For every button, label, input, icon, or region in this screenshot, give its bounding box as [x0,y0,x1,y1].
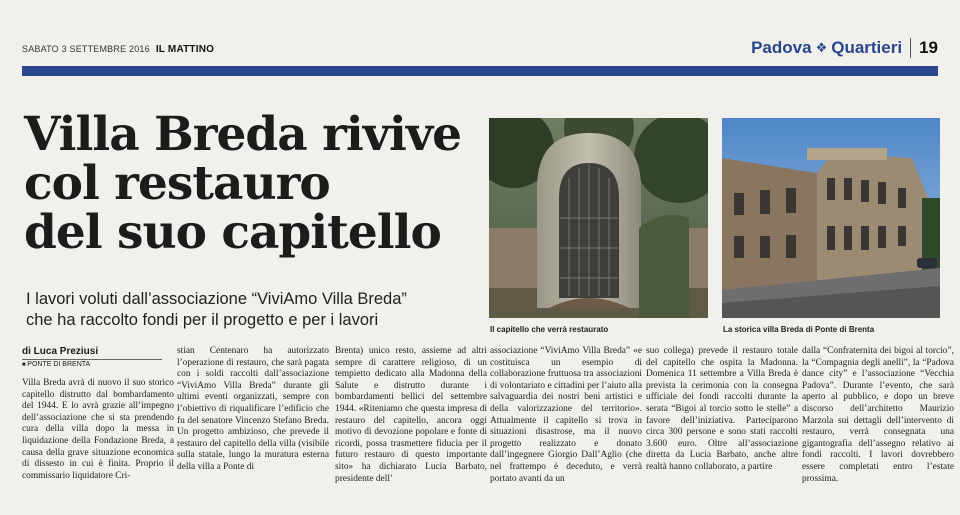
body-column: dalla “Confraternita dei bigoi al torcio”, la “Compagnia degli anelli”, la “Padova dance city” e l’associazione “Vecchia Padova”. Durante l’evento, che sarà aperto al pubblico, e dopo un breve discorso dell’architetto Maurizio Marzola sui dettagli dell’intervento di restauro, verrà consegnata una gigantografia dell’assegno relativo ai fondi raccolti. I lavori dovrebbero essere completati entro l’estate prossima. [802,346,954,484]
headline-line: Villa Breda rivive [24,107,462,162]
headline-line: col restauro [24,156,330,211]
newspaper-name: IL MATTINO [155,44,215,55]
subhead-line: che ha raccolto fondi per il progetto e per i lavori [26,311,379,329]
article-body [0,346,960,506]
headline [24,107,474,260]
section-header [751,38,938,58]
subsection-name: Quartieri [831,38,903,57]
subhead-line: I lavori voluti dall’associazione “ViviAmo Villa Breda” [26,290,407,308]
dateline-place: ■ PONTE DI BRENTA [22,359,162,368]
photo-caption: Il capitello che verrà restaurato [490,325,609,334]
body-column: Brenta) unico resto, assieme ad altri sempre di carattere religioso, di un tempietto dedicato alla Madonna della Salute e distrutto durante i bombardamenti bellici del settembre 1944. «Riteniamo che questa impresa di restauro del capitello, ancora oggi motivo di devozione popolare e fonte di ricordi, possa trasmettere fiducia per il futuro restauro di questo importante sito» ha dichiarato Lucia Barbato, presidente dell’ [335,346,487,484]
page-number: 19 [910,38,938,58]
header-rule [22,66,938,76]
capitello-photo [489,118,708,318]
headline-line: del suo capitello [24,205,441,260]
masthead-dateline [22,44,214,55]
section-name: Padova [751,38,812,57]
body-column: associazione “ViviAmo Villa Breda” «e costituisca un esempio di collaborazione fruttuosa tra associazioni di volontariato e cittadini per l’aiuto alla salvaguardia dei nostri beni artistici e della valorizzazione del territorio». Attualmente il capitello si trova in situazioni disastrose, ma il nuovo progetto realizzato e donato dall’ingegnere Giorgio Dall’Aglio (che nel frattempo è deceduto, e verrà portato avanti da un [490,346,642,484]
body-column: Villa Breda avrà di nuovo il suo storico capitello distrutto dal bombardamento del 1944. E lo avrà grazie all’impegno dell’associazione che si sta prendendo cura della villa dopo la messa in liquidazione della Fondazione Breda, a causa della grave situazione economica di dissesto in cui è finita. Proprio il commissario liquidatore Cri- [22,378,174,481]
body-column: suo collega) prevede il restauro totale del capitello che ospita la Madonna. Domenica 11 settembre a Villa Breda è prevista la cerimonia con la consegna ufficiale dei fondi raccolti durante la serata “Bigoi al torcio sotto le stelle” a favore dell’iniziativa. Parteciparono circa 300 persone e sono stati raccolti 3.600 euro. Oltre all’associazione diretta da Lucia Barbato, anche altre realtà hanno collaborato, a partire [646,346,798,472]
photo-caption: La storica villa Breda di Ponte di Brenta [723,325,875,334]
body-column: stian Centenaro ha autorizzato l’operazione di restauro, che sarà pagata con i soldi raccolti dall’associazione “ViviAmo Villa Breda” durante gli ultimi eventi organizzati, sempre con l’obiettivo di riqualificare l’edificio che fu del senatore Vincenzo Stefano Breda. Un progetto ambizioso, che prevede il restauro del capitello della villa (visibile sulla statale, lungo la muratura esterna della villa a Ponte di [177,346,329,472]
subheadline [26,289,486,331]
section-separator-icon: ❖ [815,40,828,55]
villa-photo [722,118,940,318]
date: SABATO 3 SETTEMBRE 2016 [22,44,150,54]
author: di Luca Preziusi [22,346,99,357]
